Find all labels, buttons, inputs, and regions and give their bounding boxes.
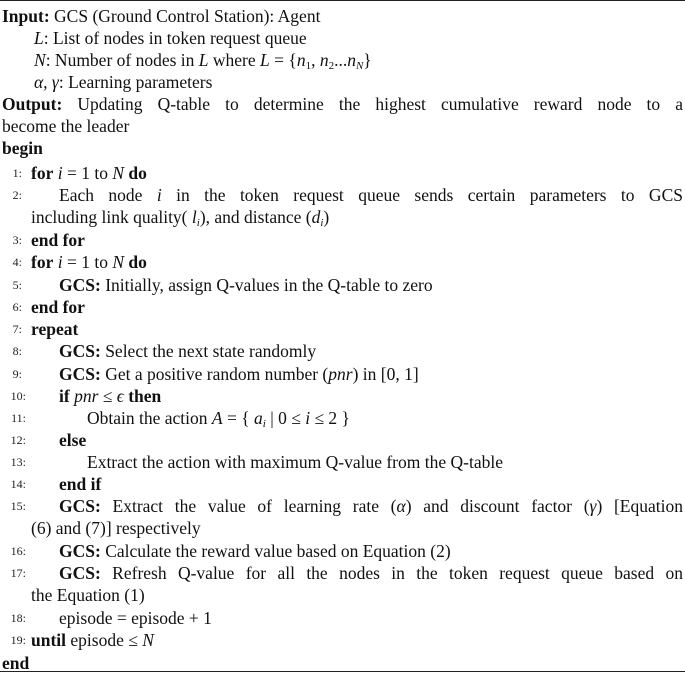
line-number: 2: xyxy=(12,188,22,202)
param-symbol: α, γ xyxy=(34,72,59,92)
end-keyword xyxy=(0,652,685,674)
step-text: Refresh Q-value for all the nodes in the token request queue based on xyxy=(100,563,683,583)
input-line xyxy=(0,5,685,27)
keyword: end if xyxy=(59,474,102,494)
output-line-2 xyxy=(0,115,685,137)
begin-label: begin xyxy=(2,138,43,158)
keyword: if xyxy=(59,386,70,406)
input-label: Input: xyxy=(2,6,50,26)
step-8 xyxy=(0,340,685,362)
step-9: 9: GCS: Get a positive random number (pnr) in [0, 1] xyxy=(0,363,685,385)
line-number: 7: xyxy=(12,322,22,336)
step-1: 1: for i = 1 to N do xyxy=(0,162,685,184)
param-symbol: L xyxy=(34,28,44,48)
input-text: GCS (Ground Control Station): Agent xyxy=(54,6,321,26)
step-3 xyxy=(0,229,685,251)
step-18 xyxy=(0,607,685,629)
line-number: 10: xyxy=(10,389,26,403)
param-N: N: Number of nodes in L where $L = \{n_1$, $n_2...n_N$} xyxy=(34,50,372,72)
step-11 xyxy=(0,407,685,429)
line-number: 19: xyxy=(10,633,26,647)
keyword: repeat xyxy=(31,319,79,339)
step-17 xyxy=(0,562,685,584)
line-number: 6: xyxy=(12,300,22,314)
output-text-cont: become the leader xyxy=(2,116,130,136)
step-text: Calculate the reward value based on Equation (2) xyxy=(100,541,451,561)
step-text: Each node i in the token request queue sends certain parameters to GCS xyxy=(59,185,683,205)
line-number: 15: xyxy=(10,499,26,513)
output-line xyxy=(0,93,685,115)
keyword: for xyxy=(31,163,54,183)
step-15: 15: GCS: Extract the value of learning rate (α) and discount factor (γ) [Equation xyxy=(0,495,685,517)
line-number: 11: xyxy=(11,411,26,425)
step-5 xyxy=(0,274,685,296)
param-desc: : Learning parameters xyxy=(58,72,213,92)
step-15-cont xyxy=(0,517,685,539)
step-text: the Equation (1) xyxy=(31,585,145,605)
keyword: then xyxy=(128,386,162,406)
step-14 xyxy=(0,473,685,495)
gcs-label: GCS: xyxy=(59,341,101,361)
step-12 xyxy=(0,429,685,451)
step-2 xyxy=(0,184,685,206)
step-4: 4: for i = 1 to N do xyxy=(0,251,685,273)
step-2-cont xyxy=(0,206,685,228)
line-number: 17: xyxy=(10,566,26,580)
keyword: else xyxy=(59,430,87,450)
step-text: including link quality( $l_i$), and distance $(d_i)$ xyxy=(31,207,330,229)
step-10: 10: if pnr ≤ ϵ then xyxy=(0,385,685,407)
param-L xyxy=(0,27,685,49)
gcs-label: GCS: xyxy=(59,275,101,295)
keyword: end for xyxy=(31,297,85,317)
keyword: end for xyxy=(31,230,85,250)
begin-keyword xyxy=(0,137,685,159)
line-number: 8: xyxy=(12,344,22,358)
step-text: (6) and (7)] respectively xyxy=(31,518,201,538)
gcs-label: GCS: xyxy=(59,563,101,583)
step-text: Select the next state randomly xyxy=(100,341,317,361)
step-16 xyxy=(0,540,685,562)
param-desc: : List of nodes in token request queue xyxy=(43,28,307,48)
step-text: Extract the action with maximum Q-value from the Q-table xyxy=(87,452,503,472)
line-number: 12: xyxy=(10,433,26,447)
line-number: 14: xyxy=(10,477,26,491)
line-number: 1: xyxy=(12,166,22,180)
keyword: until xyxy=(31,630,67,650)
param-symbol: N xyxy=(34,50,46,70)
step-7 xyxy=(0,318,685,340)
gcs-label: GCS: xyxy=(59,541,101,561)
line-number: 9: xyxy=(12,367,22,381)
step-text: episode = episode + 1 xyxy=(59,608,212,628)
step-6 xyxy=(0,296,685,318)
line-number: 5: xyxy=(12,278,22,292)
step-text: Initially, assign Q-values in the Q-table to zero xyxy=(100,275,433,295)
end-label: end xyxy=(2,653,30,673)
output-label: Output: xyxy=(2,94,63,114)
line-number: 13: xyxy=(10,455,26,469)
step-13 xyxy=(0,451,685,473)
line-number: 16: xyxy=(10,544,26,558)
output-text: Updating Q-table to determine the highest cumulative reward node to a xyxy=(77,94,683,114)
keyword: for xyxy=(31,252,54,272)
step-19: 19: until episode ≤ N xyxy=(0,629,685,651)
line-number: 18: xyxy=(10,611,26,625)
step-text: Obtain the action A = { $a_i$ | 0 ≤ i ≤ 2 } xyxy=(87,408,350,430)
line-number: 4: xyxy=(12,255,22,269)
gcs-label: GCS: xyxy=(59,496,101,516)
line-number: 3: xyxy=(12,233,22,247)
param-alpha-gamma xyxy=(0,71,685,93)
step-17-cont xyxy=(0,584,685,606)
gcs-label: GCS: xyxy=(59,364,101,384)
